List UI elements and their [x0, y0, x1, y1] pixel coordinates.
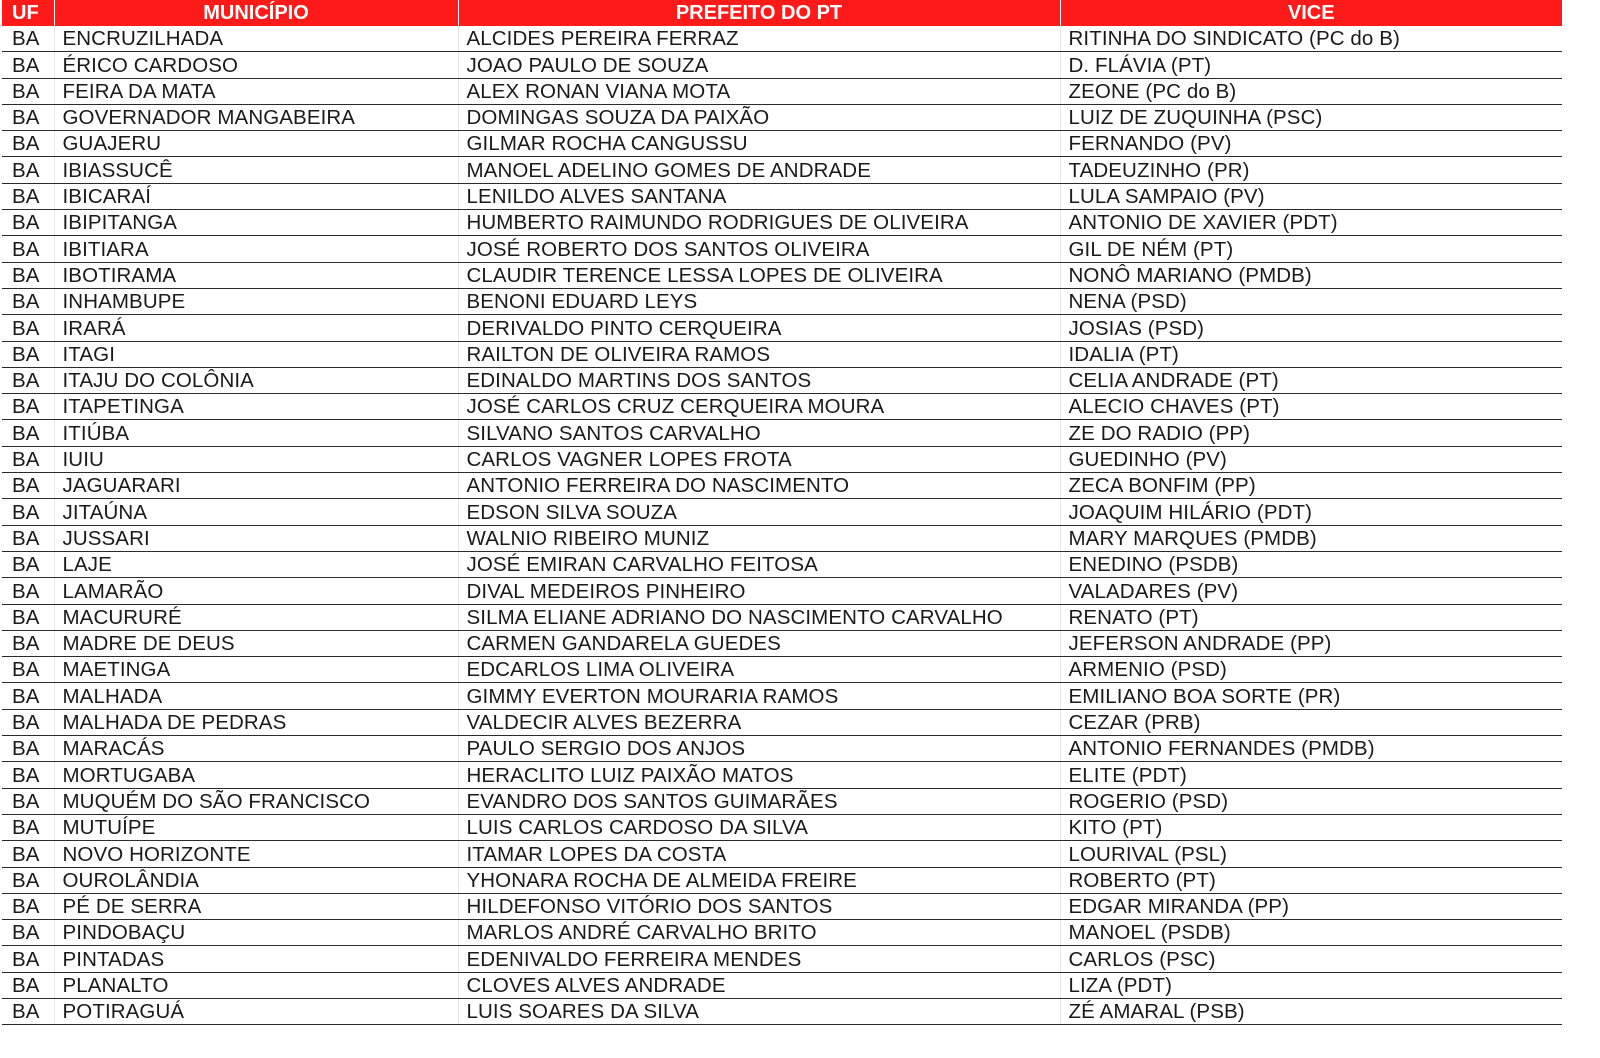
cell-uf: BA — [2, 736, 54, 762]
table-row — [2, 341, 1562, 367]
table-row — [2, 236, 1562, 262]
cell-municipio: LAMARÃO — [54, 578, 458, 604]
cell-prefeito: GIMMY EVERTON MOURARIA RAMOS — [458, 683, 1060, 709]
cell-municipio: JITAÚNA — [54, 499, 458, 525]
table-row — [2, 657, 1562, 683]
cell-prefeito: CLAUDIR TERENCE LESSA LOPES DE OLIVEIRA — [458, 262, 1060, 288]
cell-municipio: PÉ DE SERRA — [54, 893, 458, 919]
table-row — [2, 867, 1562, 893]
cell-municipio: MUQUÉM DO SÃO FRANCISCO — [54, 788, 458, 814]
cell-prefeito: JOSÉ ROBERTO DOS SANTOS OLIVEIRA — [458, 236, 1060, 262]
cell-uf: BA — [2, 893, 54, 919]
cell-uf: BA — [2, 131, 54, 157]
cell-prefeito: VALDECIR ALVES BEZERRA — [458, 709, 1060, 735]
cell-prefeito: ANTONIO FERREIRA DO NASCIMENTO — [458, 473, 1060, 499]
cell-municipio: INHAMBUPE — [54, 288, 458, 314]
cell-prefeito: ALCIDES PEREIRA FERRAZ — [458, 26, 1060, 52]
cell-municipio: ITIÚBA — [54, 420, 458, 446]
cell-vice: ELITE (PDT) — [1060, 762, 1562, 788]
header-prefeito: PREFEITO DO PT — [458, 0, 1060, 26]
cell-uf: BA — [2, 972, 54, 998]
cell-vice: LIZA (PDT) — [1060, 972, 1562, 998]
cell-vice: LUIZ DE ZUQUINHA (PSC) — [1060, 104, 1562, 130]
cell-municipio: MARACÁS — [54, 736, 458, 762]
table-row — [2, 157, 1562, 183]
cell-uf: BA — [2, 709, 54, 735]
table-row — [2, 762, 1562, 788]
cell-uf: BA — [2, 867, 54, 893]
cell-vice: EDGAR MIRANDA (PP) — [1060, 893, 1562, 919]
table-row — [2, 78, 1562, 104]
cell-prefeito: HILDEFONSO VITÓRIO DOS SANTOS — [458, 893, 1060, 919]
cell-vice: ZÉ AMARAL (PSB) — [1060, 998, 1562, 1024]
cell-uf: BA — [2, 841, 54, 867]
cell-municipio: JAGUARARI — [54, 473, 458, 499]
cell-uf: BA — [2, 473, 54, 499]
cell-prefeito: SILVANO SANTOS CARVALHO — [458, 420, 1060, 446]
cell-municipio: MACURURÉ — [54, 604, 458, 630]
cell-uf: BA — [2, 551, 54, 577]
cell-municipio: MUTUÍPE — [54, 814, 458, 840]
cell-municipio: ÉRICO CARDOSO — [54, 52, 458, 78]
cell-prefeito: EDSON SILVA SOUZA — [458, 499, 1060, 525]
cell-vice: ALECIO CHAVES (PT) — [1060, 394, 1562, 420]
cell-prefeito: JOAO PAULO DE SOUZA — [458, 52, 1060, 78]
table-row — [2, 394, 1562, 420]
mayors-table — [2, 0, 1562, 1025]
cell-uf: BA — [2, 52, 54, 78]
cell-vice: JOAQUIM HILÁRIO (PDT) — [1060, 499, 1562, 525]
cell-vice: RENATO (PT) — [1060, 604, 1562, 630]
cell-prefeito: MANOEL ADELINO GOMES DE ANDRADE — [458, 157, 1060, 183]
table-row — [2, 315, 1562, 341]
cell-municipio: LAJE — [54, 551, 458, 577]
cell-prefeito: BENONI EDUARD LEYS — [458, 288, 1060, 314]
cell-municipio: IBIPITANGA — [54, 210, 458, 236]
cell-vice: JOSIAS (PSD) — [1060, 315, 1562, 341]
cell-vice: ARMENIO (PSD) — [1060, 657, 1562, 683]
cell-uf: BA — [2, 394, 54, 420]
cell-uf: BA — [2, 499, 54, 525]
table-row — [2, 104, 1562, 130]
cell-municipio: ITAGI — [54, 341, 458, 367]
cell-uf: BA — [2, 367, 54, 393]
table-row — [2, 998, 1562, 1024]
cell-vice: CEZAR (PRB) — [1060, 709, 1562, 735]
cell-municipio: GOVERNADOR MANGABEIRA — [54, 104, 458, 130]
cell-vice: NONÔ MARIANO (PMDB) — [1060, 262, 1562, 288]
table-row — [2, 26, 1562, 52]
cell-vice: CARLOS (PSC) — [1060, 946, 1562, 972]
cell-municipio: MORTUGABA — [54, 762, 458, 788]
cell-vice: EMILIANO BOA SORTE (PR) — [1060, 683, 1562, 709]
cell-prefeito: HERACLITO LUIZ PAIXÃO MATOS — [458, 762, 1060, 788]
cell-uf: BA — [2, 525, 54, 551]
cell-municipio: IBOTIRAMA — [54, 262, 458, 288]
cell-vice: VALADARES (PV) — [1060, 578, 1562, 604]
table-row — [2, 814, 1562, 840]
cell-municipio: ITAPETINGA — [54, 394, 458, 420]
cell-uf: BA — [2, 578, 54, 604]
table-row — [2, 788, 1562, 814]
cell-uf: BA — [2, 288, 54, 314]
cell-uf: BA — [2, 104, 54, 130]
cell-prefeito: CARLOS VAGNER LOPES FROTA — [458, 446, 1060, 472]
table-row — [2, 630, 1562, 656]
cell-municipio: MAETINGA — [54, 657, 458, 683]
cell-vice: ANTONIO FERNANDES (PMDB) — [1060, 736, 1562, 762]
table-row — [2, 131, 1562, 157]
cell-vice: RITINHA DO SINDICATO (PC do B) — [1060, 26, 1562, 52]
cell-uf: BA — [2, 630, 54, 656]
cell-prefeito: JOSÉ EMIRAN CARVALHO FEITOSA — [458, 551, 1060, 577]
header-uf: UF — [2, 0, 54, 26]
cell-vice: CELIA ANDRADE (PT) — [1060, 367, 1562, 393]
table-row — [2, 683, 1562, 709]
cell-uf: BA — [2, 183, 54, 209]
cell-prefeito: YHONARA ROCHA DE ALMEIDA FREIRE — [458, 867, 1060, 893]
table-row — [2, 420, 1562, 446]
cell-uf: BA — [2, 604, 54, 630]
cell-prefeito: LUIS CARLOS CARDOSO DA SILVA — [458, 814, 1060, 840]
cell-uf: BA — [2, 78, 54, 104]
cell-municipio: JUSSARI — [54, 525, 458, 551]
cell-municipio: PINDOBAÇU — [54, 920, 458, 946]
table-header — [2, 0, 1562, 26]
cell-prefeito: RAILTON DE OLIVEIRA RAMOS — [458, 341, 1060, 367]
header-vice: VICE — [1060, 0, 1562, 26]
cell-prefeito: EVANDRO DOS SANTOS GUIMARÃES — [458, 788, 1060, 814]
cell-vice: KITO (PT) — [1060, 814, 1562, 840]
cell-municipio: MADRE DE DEUS — [54, 630, 458, 656]
cell-uf: BA — [2, 946, 54, 972]
cell-vice: ANTONIO DE XAVIER (PDT) — [1060, 210, 1562, 236]
cell-uf: BA — [2, 157, 54, 183]
cell-prefeito: CARMEN GANDARELA GUEDES — [458, 630, 1060, 656]
table-row — [2, 893, 1562, 919]
cell-uf: BA — [2, 236, 54, 262]
cell-uf: BA — [2, 788, 54, 814]
cell-vice: D. FLÁVIA (PT) — [1060, 52, 1562, 78]
cell-vice: FERNANDO (PV) — [1060, 131, 1562, 157]
cell-vice: ZEONE (PC do B) — [1060, 78, 1562, 104]
cell-municipio: ENCRUZILHADA — [54, 26, 458, 52]
table-row — [2, 972, 1562, 998]
table-row — [2, 183, 1562, 209]
cell-vice: ROGERIO (PSD) — [1060, 788, 1562, 814]
cell-uf: BA — [2, 683, 54, 709]
table-row — [2, 841, 1562, 867]
cell-municipio: NOVO HORIZONTE — [54, 841, 458, 867]
cell-uf: BA — [2, 814, 54, 840]
cell-prefeito: PAULO SERGIO DOS ANJOS — [458, 736, 1060, 762]
table-row — [2, 367, 1562, 393]
cell-prefeito: DOMINGAS SOUZA DA PAIXÃO — [458, 104, 1060, 130]
cell-municipio: IBICARAÍ — [54, 183, 458, 209]
cell-vice: MANOEL (PSDB) — [1060, 920, 1562, 946]
cell-prefeito: CLOVES ALVES ANDRADE — [458, 972, 1060, 998]
cell-prefeito: HUMBERTO RAIMUNDO RODRIGUES DE OLIVEIRA — [458, 210, 1060, 236]
table-row — [2, 920, 1562, 946]
table-row — [2, 210, 1562, 236]
cell-municipio: IBIASSUCÊ — [54, 157, 458, 183]
table-row — [2, 551, 1562, 577]
cell-prefeito: ITAMAR LOPES DA COSTA — [458, 841, 1060, 867]
table-row — [2, 52, 1562, 78]
table-row — [2, 604, 1562, 630]
cell-municipio: PLANALTO — [54, 972, 458, 998]
table-row — [2, 473, 1562, 499]
cell-vice: ZECA BONFIM (PP) — [1060, 473, 1562, 499]
header-row — [2, 0, 1562, 26]
table-body — [2, 26, 1562, 1025]
cell-municipio: IBITIARA — [54, 236, 458, 262]
cell-uf: BA — [2, 998, 54, 1024]
cell-municipio: IUIU — [54, 446, 458, 472]
header-municipio: MUNICÍPIO — [54, 0, 458, 26]
cell-prefeito: LENILDO ALVES SANTANA — [458, 183, 1060, 209]
cell-prefeito: WALNIO RIBEIRO MUNIZ — [458, 525, 1060, 551]
cell-municipio: OUROLÂNDIA — [54, 867, 458, 893]
cell-prefeito: DERIVALDO PINTO CERQUEIRA — [458, 315, 1060, 341]
cell-vice: LULA SAMPAIO (PV) — [1060, 183, 1562, 209]
cell-vice: JEFERSON ANDRADE (PP) — [1060, 630, 1562, 656]
cell-vice: LOURIVAL (PSL) — [1060, 841, 1562, 867]
cell-uf: BA — [2, 341, 54, 367]
cell-prefeito: DIVAL MEDEIROS PINHEIRO — [458, 578, 1060, 604]
table-row — [2, 736, 1562, 762]
cell-municipio: MALHADA — [54, 683, 458, 709]
cell-prefeito: EDCARLOS LIMA OLIVEIRA — [458, 657, 1060, 683]
cell-prefeito: ALEX RONAN VIANA MOTA — [458, 78, 1060, 104]
cell-prefeito: MARLOS ANDRÉ CARVALHO BRITO — [458, 920, 1060, 946]
table-row — [2, 946, 1562, 972]
table-row — [2, 446, 1562, 472]
cell-uf: BA — [2, 26, 54, 52]
table-row — [2, 499, 1562, 525]
cell-municipio: FEIRA DA MATA — [54, 78, 458, 104]
cell-municipio: POTIRAGUÁ — [54, 998, 458, 1024]
cell-uf: BA — [2, 762, 54, 788]
table-row — [2, 578, 1562, 604]
cell-vice: ZE DO RADIO (PP) — [1060, 420, 1562, 446]
table-row — [2, 288, 1562, 314]
cell-municipio: PINTADAS — [54, 946, 458, 972]
cell-municipio: GUAJERU — [54, 131, 458, 157]
cell-municipio: ITAJU DO COLÔNIA — [54, 367, 458, 393]
cell-prefeito: GILMAR ROCHA CANGUSSU — [458, 131, 1060, 157]
cell-vice: ENEDINO (PSDB) — [1060, 551, 1562, 577]
cell-uf: BA — [2, 315, 54, 341]
cell-uf: BA — [2, 920, 54, 946]
cell-municipio: MALHADA DE PEDRAS — [54, 709, 458, 735]
cell-prefeito: JOSÉ CARLOS CRUZ CERQUEIRA MOURA — [458, 394, 1060, 420]
cell-uf: BA — [2, 420, 54, 446]
cell-prefeito: EDENIVALDO FERREIRA MENDES — [458, 946, 1060, 972]
cell-vice: IDALIA (PT) — [1060, 341, 1562, 367]
cell-vice: GIL DE NÉM (PT) — [1060, 236, 1562, 262]
cell-vice: TADEUZINHO (PR) — [1060, 157, 1562, 183]
cell-prefeito: LUIS SOARES DA SILVA — [458, 998, 1060, 1024]
cell-uf: BA — [2, 446, 54, 472]
table-row — [2, 525, 1562, 551]
table-row — [2, 262, 1562, 288]
cell-uf: BA — [2, 262, 54, 288]
cell-prefeito: EDINALDO MARTINS DOS SANTOS — [458, 367, 1060, 393]
cell-vice: GUEDINHO (PV) — [1060, 446, 1562, 472]
cell-municipio: IRARÁ — [54, 315, 458, 341]
cell-uf: BA — [2, 210, 54, 236]
cell-vice: ROBERTO (PT) — [1060, 867, 1562, 893]
cell-uf: BA — [2, 657, 54, 683]
table-row — [2, 709, 1562, 735]
cell-vice: NENA (PSD) — [1060, 288, 1562, 314]
cell-prefeito: SILMA ELIANE ADRIANO DO NASCIMENTO CARVALHO — [458, 604, 1060, 630]
cell-vice: MARY MARQUES (PMDB) — [1060, 525, 1562, 551]
